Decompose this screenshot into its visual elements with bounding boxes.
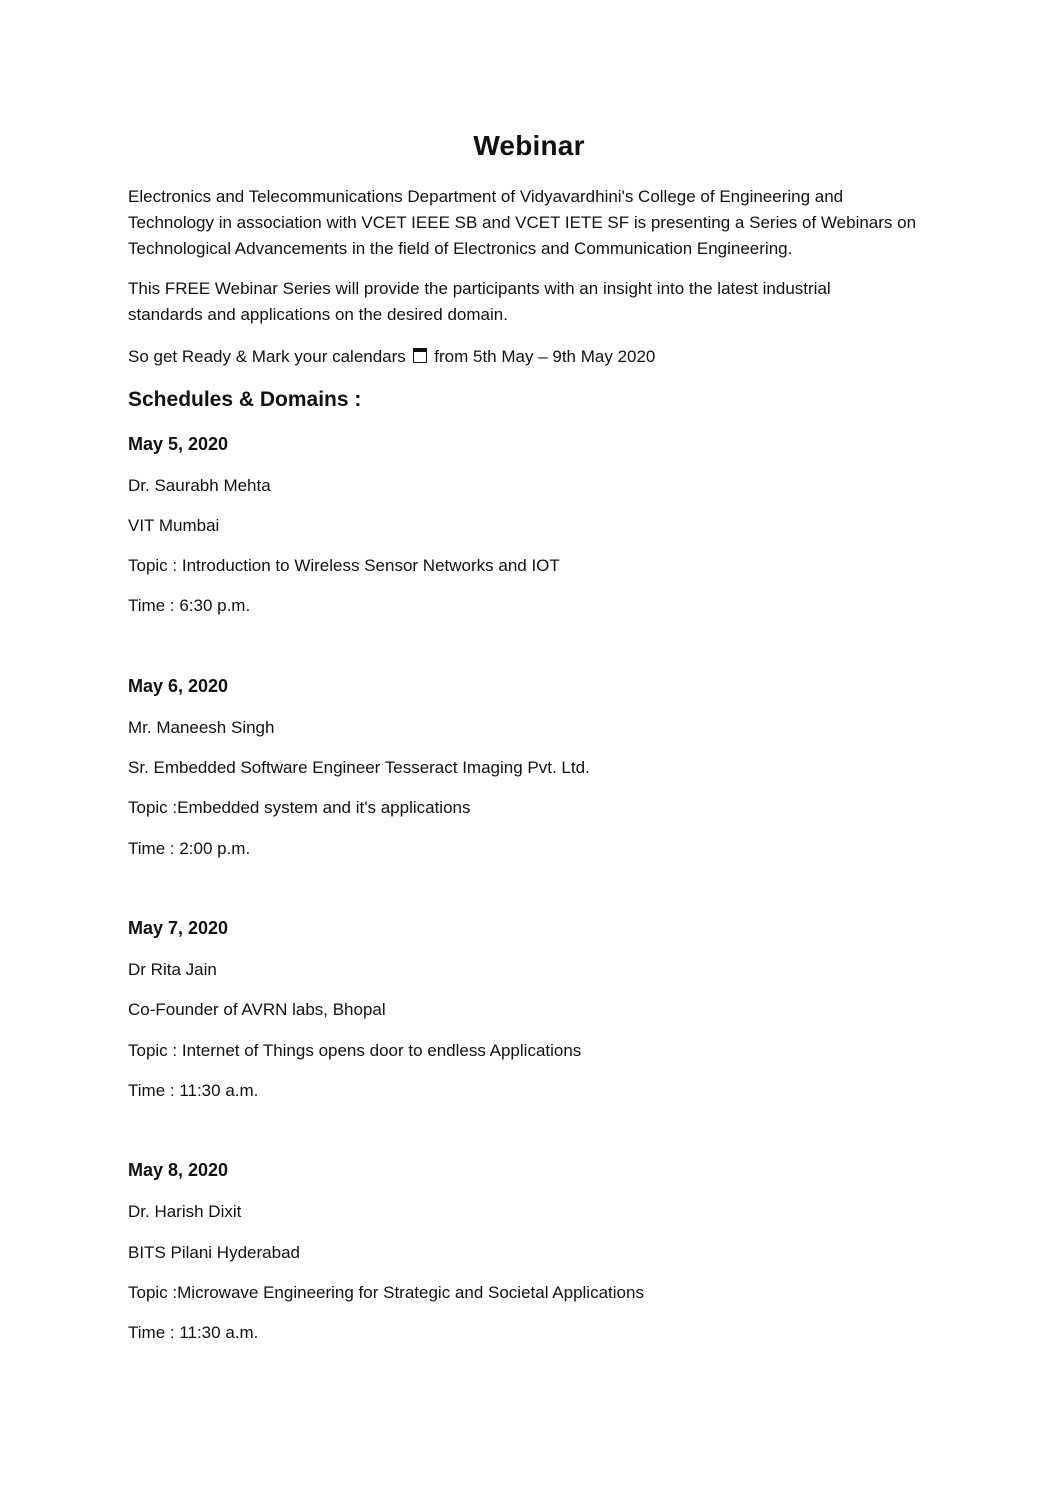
- session-date: May 7, 2020: [128, 918, 229, 938]
- calendar-icon: [413, 348, 427, 363]
- calendar-line: [128, 346, 655, 368]
- intro-line-1: Electronics and Telecommunications Department of Vidyavardhini's College of Engineering and: [128, 187, 844, 206]
- intro-line-2: Technology in association with VCET IEEE SB and VCET IETE SF is presenting a Series of Webinars on: [128, 213, 917, 232]
- free-line-2: standards and applications on the desired domain.: [128, 305, 508, 324]
- free-line-1: This FREE Webinar Series will provide the participants with an insight into the latest industrial: [128, 279, 831, 298]
- session-time: Time : 2:00 p.m.: [128, 839, 251, 858]
- session-speaker: Dr. Saurabh Mehta: [128, 476, 271, 495]
- session-speaker: Dr Rita Jain: [128, 960, 217, 979]
- session-date: May 6, 2020: [128, 676, 229, 696]
- session-time: Time : 6:30 p.m.: [128, 596, 251, 615]
- session-time: Time : 11:30 a.m.: [128, 1323, 259, 1342]
- session-affiliation: BITS Pilani Hyderabad: [128, 1243, 300, 1262]
- session-topic: Topic : Introduction to Wireless Sensor Networks and IOT: [128, 556, 560, 575]
- session-time: Time : 11:30 a.m.: [128, 1081, 259, 1100]
- calendar-text-after: from 5th May – 9th May 2020: [434, 347, 656, 366]
- session-speaker: Mr. Maneesh Singh: [128, 718, 275, 737]
- schedules-heading: Schedules & Domains :: [128, 388, 362, 411]
- session-topic: Topic :Microwave Engineering for Strategic and Societal Applications: [128, 1283, 644, 1302]
- session-affiliation: Co-Founder of AVRN labs, Bhopal: [128, 1000, 386, 1019]
- session-affiliation: Sr. Embedded Software Engineer Tesseract Imaging Pvt. Ltd.: [128, 758, 590, 777]
- session-topic: Topic : Internet of Things opens door to endless Applications: [128, 1041, 582, 1060]
- intro-line-3: Technological Advancements in the field of Electronics and Communication Engineering.: [128, 239, 793, 258]
- session-speaker: Dr. Harish Dixit: [128, 1202, 242, 1221]
- calendar-text-before: So get Ready & Mark your calendars: [128, 347, 406, 366]
- session-date: May 8, 2020: [128, 1160, 229, 1180]
- session-affiliation: VIT Mumbai: [128, 516, 220, 535]
- page-title: Webinar: [473, 130, 585, 161]
- session-date: May 5, 2020: [128, 434, 229, 454]
- session-topic: Topic :Embedded system and it's applications: [128, 798, 471, 817]
